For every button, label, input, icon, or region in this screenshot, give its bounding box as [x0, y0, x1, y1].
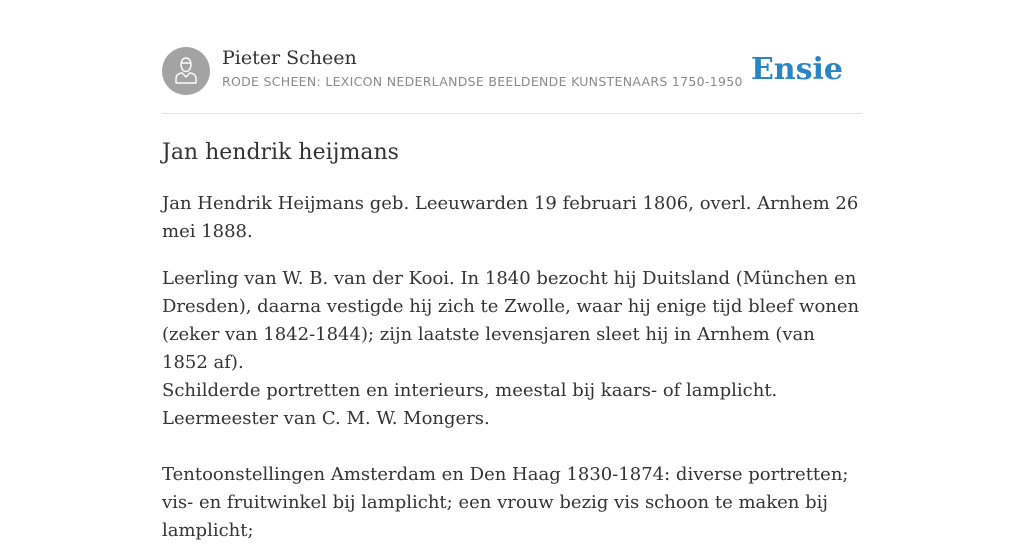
source-title: RODE SCHEEN: LEXICON NEDERLANDSE BEELDENDE KUNSTENAARS 1750-1950 — [222, 74, 743, 89]
avatar[interactable] — [162, 47, 210, 95]
article-paragraph: Schilderde portretten en interieurs, meestal bij kaars- of lamplicht. Leermeester van C. M. W. Mongers. — [162, 380, 778, 429]
author-name[interactable]: Pieter Scheen — [222, 47, 357, 69]
article-paragraph: Leerling van W. B. van der Kooi. In 1840 bezocht hij Duitsland (München en Dresden), daarna vestigde hij zich te Zwolle, waar hij enige tijd bleef wonen (zeker van 1842-1844); zijn laatste levensjaren sleet hij in Arnhem (van 1852 af). — [162, 268, 860, 373]
author-header — [162, 46, 862, 96]
ensie-logo[interactable]: Ensie — [750, 52, 843, 87]
article-title: Jan hendrik heijmans — [162, 140, 399, 165]
article-paragraph: Tentoonstellingen Amsterdam en Den Haag 1830-1874: diverse portretten; vis- en fruitwinkel bij lamplicht; een vrouw bezig vis schoon te maken bij lamplicht; — [162, 464, 849, 541]
article-paragraph: Jan Hendrik Heijmans geb. Leeuwarden 19 februari 1806, overl. Arnhem 26 mei 1888. — [162, 193, 859, 242]
user-silhouette-icon — [162, 47, 210, 95]
header-divider — [162, 113, 862, 114]
